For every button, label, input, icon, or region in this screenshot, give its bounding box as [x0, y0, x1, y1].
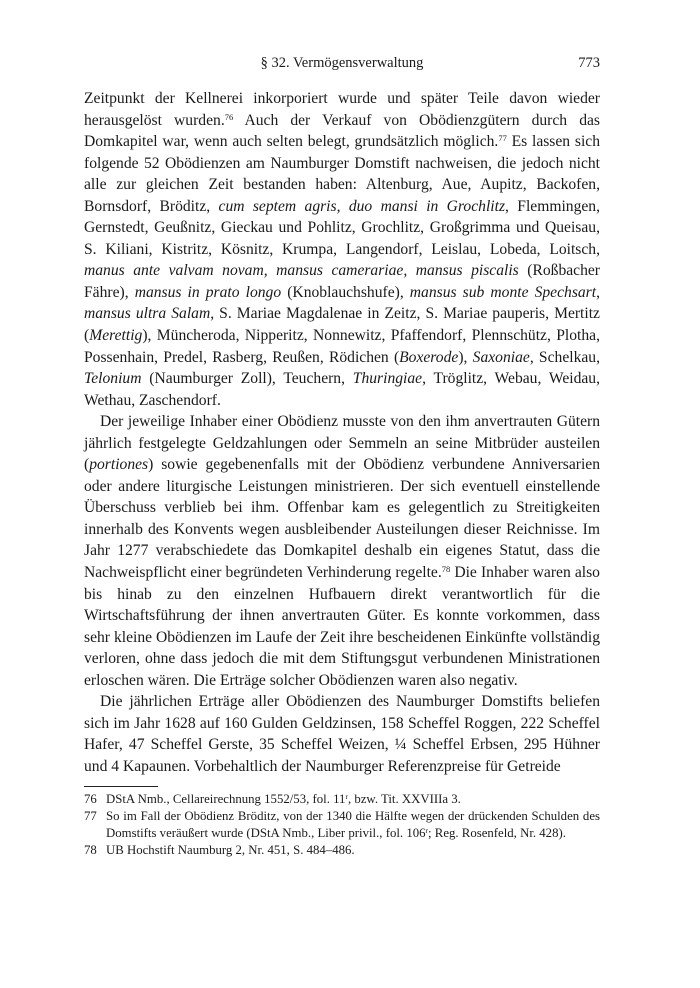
text-run: ; Reg. Rosenfeld, Nr. 428). [428, 825, 566, 840]
page-header [84, 55, 600, 79]
text-run: Auch der Verkauf von Obödienzgütern durch das Domkapitel war, wenn auch selten belegt, grundsätzlich möglich. [84, 111, 600, 151]
footnote-number: 76 [84, 791, 97, 806]
italic-text: manus ante valvam novam, mansus camerariae, mansus piscalis [84, 262, 519, 280]
footnote [84, 808, 600, 842]
page-number: 773 [578, 55, 600, 71]
text-run: (Naumburger Zoll), Teuchern, [141, 370, 353, 388]
italic-text: Thuringiae [352, 370, 423, 388]
text-run: , [596, 283, 600, 301]
italic-text: mansus in prato longo [134, 283, 282, 301]
text-run: , bzw. Tit. XXVIIIa 3. [347, 791, 461, 806]
paragraph [84, 691, 600, 777]
body-text [84, 88, 600, 778]
book-page [84, 55, 600, 859]
footnotes [84, 791, 600, 860]
text-run: So im Fall der Obödienz Bröditz, von der 1340 die Hälfte wegen der drückenden Schulden des Domstifts veräußert wurde (DStA Nmb., Liber privil., fol. 106 [106, 808, 600, 840]
footnote-reference: 76 [224, 111, 234, 122]
text-run: Zeitpunkt der Kellnerei inkorporiert wurde und später Teile davon wieder herausgelöst wurden. [84, 90, 600, 129]
italic-text: Telonium [84, 370, 142, 388]
text-run: Die Inhaber waren also bis hinab zu den einzelnen Hufbauern direkt verantwortlich für die Wirtschaftsführung der ihnen anvertrauten Güter. Es konnte vorkommen, dass sehr kleine Obödienzen im Laufe der Zeit ihre bescheidenen Einkünfte vollständig verloren, ohne dass jedoch die mit dem Stiftungsgut verbundenen Ministrationen erloschen wären. Die Erträge solcher Obödienzen waren also negativ. [84, 564, 600, 689]
text-run: DStA Nmb., Cellareirechnung 1552/53, fol. 11 [106, 791, 346, 806]
footnote-rule [84, 786, 158, 787]
text-run: (Knoblauchshufe), [281, 283, 410, 301]
text-run: Es lassen sich folgende 52 Obödienzen am Naumburger Domstift nachweisen, die jedoch nicht alle zur gleichen Zeit bestanden haben: Altenburg, Aue, Aupitz, Backofen, Bornsdorf, Bröditz, [84, 133, 600, 215]
italic-text: portiones [89, 456, 149, 474]
footnote-text [106, 842, 600, 859]
running-head: § 32. Vermögensverwaltung [260, 55, 424, 71]
footnote-reference: r [345, 791, 348, 801]
italic-text: Merettig [89, 327, 143, 345]
footnote-number: 77 [84, 808, 97, 823]
footnote [84, 791, 600, 808]
text-run: , Schelkau, [529, 348, 600, 366]
text-run: ), [458, 348, 473, 366]
text-run: ), Müncheroda, Nipperitz, Nonnewitz, Pfaffendorf, Plennschütz, Plotha, Possenhain, Predel, Rasberg, Reußen, Rödichen ( [84, 327, 600, 366]
paragraph [84, 411, 600, 691]
text-run: Die jährlichen Erträge aller Obödienzen des Naumburger Domstifts beliefen sich im Jahr 1628 auf 160 Gulden Geldzinsen, 158 Scheffel Roggen, 222 Scheffel Hafer, 47 Scheffel Gerste, 35 Scheffel Weizen, ¼ Scheffel Erbsen, 295 Hühner und 4 Kapaunen. Vorbehaltlich der Naumburger Referenzpreise für Getreide [84, 693, 600, 775]
text-run: ) sowie gegebenenfalls mit der Obödienz verbundene Anniversarien oder andere liturgische Leistungen ministrieren. Der sich eventuell einstellende Überschuss verblieb bei ihm. Offenbar kam es gelegentlich zu Streitigkeiten innerhalb des Konvents wegen ausbleibender Austeilungen dieser Reichnisse. Im Jahr 1277 verabschiedete das Domkapitel deshalb ein eigenes Statut, dass die Nachweispflicht einer begründeten Verhinderung regelte. [84, 456, 600, 582]
italic-text: Saxoniae [472, 348, 530, 366]
italic-text: cum septem agris, duo mansi in Grochlitz [218, 197, 506, 215]
italic-text: mansus ultra Salam [84, 305, 211, 323]
text-run: UB Hochstift Naumburg 2, Nr. 451, S. 484–486. [106, 843, 355, 858]
footnote-text [106, 791, 600, 808]
text-run: (Roßbacher Fähre), [84, 262, 600, 301]
text-run: , Tröglitz, Webau, Weidau, Wethau, Zaschendorf. [84, 370, 600, 409]
footnote-reference: 77 [498, 133, 507, 144]
text-run: Der jeweilige Inhaber einer Obödienz musste von den ihm anvertrauten Gütern jährlich festgelegte Geldzahlungen oder Semmeln an seine Mitbrüder austeilen ( [84, 413, 600, 474]
footnote-reference: r [425, 825, 429, 835]
italic-text: Boxerode [399, 348, 459, 366]
paragraph [84, 88, 600, 411]
italic-text: mansus sub monte Spechsart [409, 283, 597, 301]
footnote [84, 842, 600, 859]
text-run: , S. Mariae Magdalenae in Zeitz, S. Mariae pauperis, Mertitz ( [84, 305, 600, 345]
footnote-number: 78 [84, 843, 97, 858]
footnote-reference: 78 [441, 564, 451, 575]
footnote-text [106, 808, 600, 842]
text-run: , Flemmingen, Gernstedt, Geußnitz, Gieckau und Pohlitz, Grochlitz, Großgrimma und Queisau, S. Kiliani, Kistritz, Kösnitz, Krumpa, Langendorf, Leislau, Lobeda, Loitsch, [84, 197, 600, 258]
